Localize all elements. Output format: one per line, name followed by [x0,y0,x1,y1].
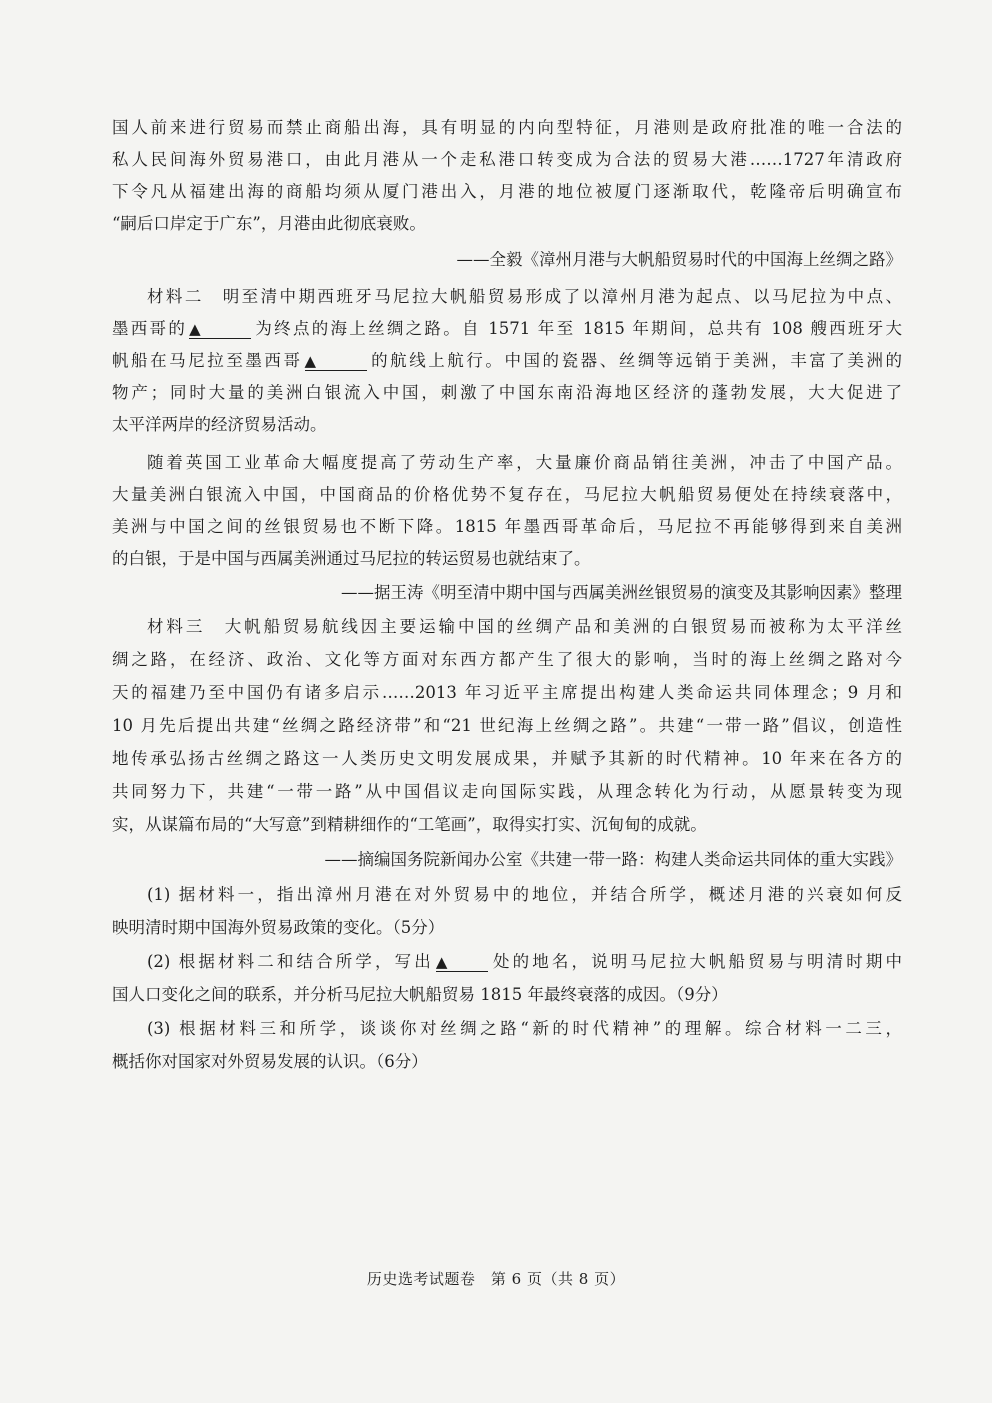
question-1-line-1: (1) 据材料一，指出漳州月港在对外贸易中的地位，并结合所学，概述月港的兴衰如何反 [147,885,902,904]
page-footer: 历史选考试题卷 第 6 页（共 8 页） [366,1270,626,1288]
material1-line-1: 国人前来进行贸易而禁止商船出海，具有明显的内向型特征，月港则是政府批准的唯一合法的 [112,118,902,137]
material2-para2-line-2: 大量美洲白银流入中国，中国商品的价格优势不复存在，马尼拉大帆船贸易便处在持续衰落中， [112,485,902,504]
material3-line-1: 材料三 大帆船贸易航线因主要运输中国的丝绸产品和美洲的白银贸易而被称为太平洋丝 [147,617,902,636]
material2-para2-line-4: 的白银，于是中国与西属美洲通过马尼拉的转运贸易也就结束了。 [112,549,591,568]
question-2-line-2: 国人口变化之间的联系，并分析马尼拉大帆船贸易 1815 年最终衰落的成因。（9分） [112,985,728,1004]
triangle-icon: ▲ [435,953,448,971]
material2-para2-line-3: 美洲与中国之间的丝银贸易也不断下降。1815 年墨西哥革命后，马尼拉不再能够得到来自美洲 [112,517,902,536]
triangle-icon: ▲ [189,320,201,338]
material3-source: ——摘编国务院新闻办公室《共建一带一路：构建人类命运共同体的重大实践》 [324,850,902,869]
material1-line-4: “嗣后口岸定于广东”，月港由此彻底衰败。 [112,214,426,233]
question-2-line-1 [147,951,902,973]
material2-line-4: 物产；同时大量的美洲白银流入中国，刺激了中国东南沿海地区经济的蓬勃发展，大大促进了 [112,383,902,402]
material2-para2-line-1: 随着英国工业革命大幅度提高了劳动生产率，大量廉价商品销往美洲，冲击了中国产品。 [147,453,902,472]
material2-line-5: 太平洋两岸的经济贸易活动。 [112,415,327,434]
material2-line-2 [112,318,902,340]
material3-line-6: 共同努力下，共建“一带一路”从中国倡议走向国际实践，从理念转化为行动，从愿景转变为现 [112,782,902,801]
material2-line-2-start: 墨西哥的 [112,319,188,338]
material2-line-2-end: 为终点的海上丝绸之路。自 1571 年至 1815 年期间，总共有 108 艘西班牙大 [253,319,903,338]
question-2-line-1-start: (2) 根据材料二和结合所学，写出 [147,952,434,971]
material2-line-3-start: 帆船在马尼拉至墨西哥 [112,351,303,370]
material2-line-3-end: 的航线上航行。中国的瓷器、丝绸等远销于美洲，丰富了美洲的 [368,351,903,370]
material3-line-4: 10 月先后提出共建“丝绸之路经济带”和“21 世纪海上丝绸之路”。共建“一带一路”倡议，创造性 [112,716,902,735]
material3-line-2: 绸之路，在经济、政治、文化等方面对东西方都产生了很大的影响，当时的海上丝绸之路对今 [112,650,902,669]
question-1-line-2: 映明清时期中国海外贸易政策的变化。（5分） [112,918,445,937]
material2-line-1: 材料二 明至清中期西班牙马尼拉大帆船贸易形成了以漳州月港为起点、以马尼拉为中点、 [147,287,902,306]
material2-line-3 [112,350,902,372]
material1-line-3: 下令凡从福建出海的商船均须从厦门港出入，月港的地位被厦门逐渐取代，乾隆帝后明确宣布 [112,182,902,201]
blank-mark-2 [305,352,367,371]
material1-source: ——全毅《漳州月港与大帆船贸易时代的中国海上丝绸之路》 [456,250,902,269]
material3-line-5: 地传承弘扬古丝绸之路这一人类历史文明发展成果，并赋予其新的时代精神。10 年来在各方的 [112,749,902,768]
material2-source: ——据王涛《明至清中期中国与西属美洲丝银贸易的演变及其影响因素》整理 [341,583,902,602]
triangle-icon: ▲ [304,352,317,370]
blank-mark-1 [189,320,251,339]
question-3-line-2: 概括你对国家对外贸易发展的认识。（6分） [112,1052,428,1071]
blank-mark-3 [436,953,488,972]
material3-line-3: 天的福建乃至中国仍有诸多启示……2013 年习近平主席提出构建人类命运共同体理念；9 月和 [112,683,902,702]
question-2-line-1-end: 处的地名，说明马尼拉大帆船贸易与明清时期中 [489,952,902,971]
question-3-line-1: (3) 根据材料三和所学，谈谈你对丝绸之路“新的时代精神”的理解。综合材料一二三， [147,1019,902,1038]
material3-line-7: 实，从谋篇布局的“大写意”到精耕细作的“工笔画”，取得实打实、沉甸甸的成就。 [112,815,707,834]
material1-line-2: 私人民间海外贸易港口，由此月港从一个走私港口转变成为合法的贸易大港……1727年清政府 [112,150,902,169]
